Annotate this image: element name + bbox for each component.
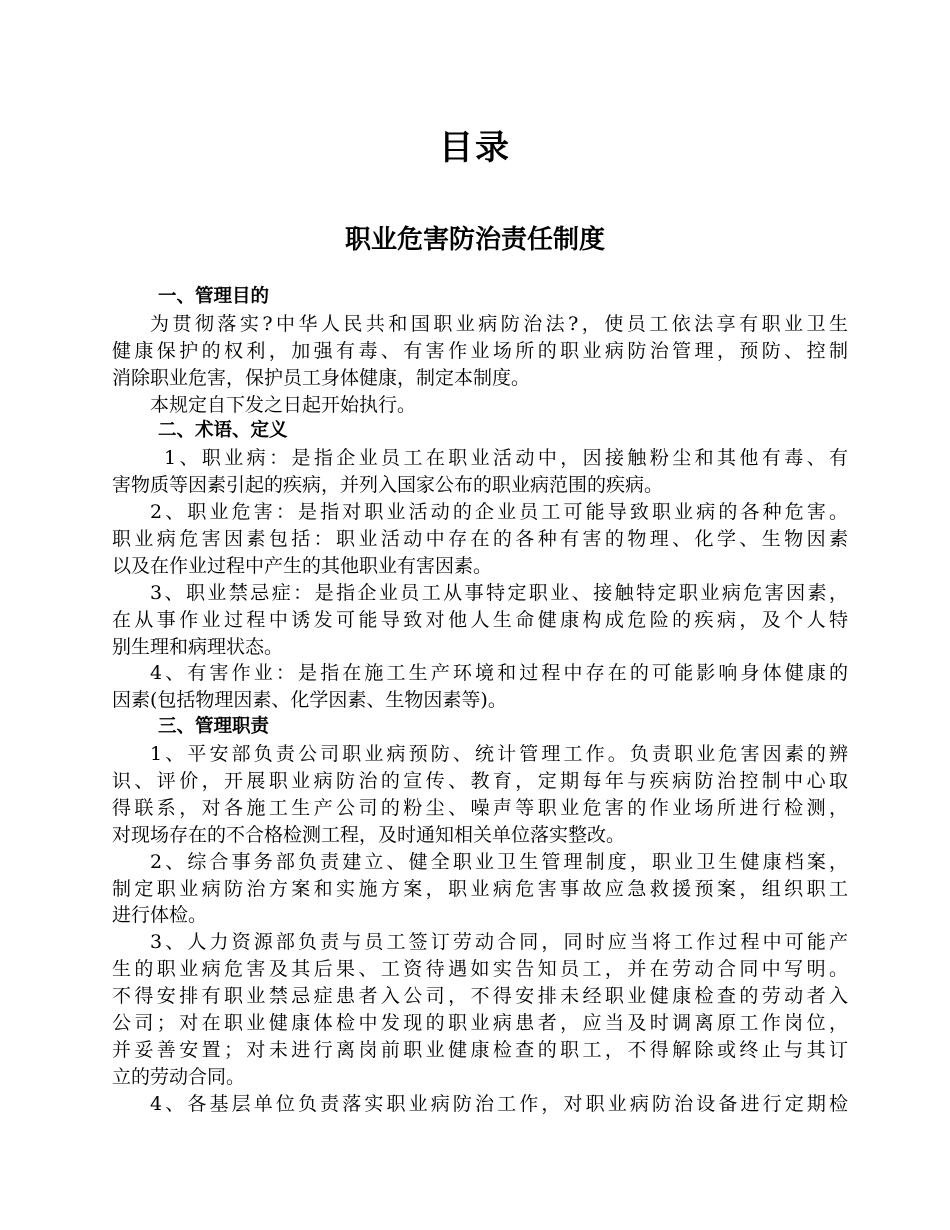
paragraph-line: 2、综合事务部负责建立、健全职业卫生管理制度，职业卫生健康档案， <box>150 850 848 873</box>
paragraph-line: 立的劳动合同。 <box>112 1065 246 1088</box>
section-heading: 二、术语、定义 <box>158 420 288 442</box>
paragraph-line: 别生理和病理状态。 <box>112 635 284 658</box>
paragraph-line: 为贯彻落实?中华人民共和国职业病防治法?，使员工依法享有职业卫生 <box>150 312 848 335</box>
section-heading: 一、管理目的 <box>158 286 270 307</box>
paragraph-line: 得联系，对各施工生产公司的粉尘、噪声等职业危害的作业场所进行检测， <box>112 796 848 819</box>
paragraph-line: 并妥善安置；对未进行离岗前职业健康检查的职工，不得解除或终止与其订 <box>112 1038 848 1061</box>
paragraph-line: 在从事作业过程中诱发可能导致对他人生命健康构成危险的疾病，及个人特 <box>112 608 848 631</box>
document-body <box>112 284 848 1118</box>
paragraph-line: 识、评价，开展职业病防治的宣传、教育，定期每年与疾病防治控制中心取 <box>112 770 848 793</box>
toc-title: 目录 <box>439 128 511 168</box>
paragraph-line: 进行体检。 <box>112 904 208 927</box>
paragraph-line: 消除职业危害，保护员工身体健康，制定本制度。 <box>112 366 531 389</box>
section-heading: 三、管理职责 <box>158 716 270 738</box>
paragraph-line: 以及在作业过程中产生的其他职业有害因素。 <box>112 554 493 577</box>
paragraph-line: 4、各基层单位负责落实职业病防治工作，对职业病防治设备进行定期检 <box>150 1092 848 1115</box>
paragraph-line: 3、人力资源部负责与员工签订劳动合同，同时应当将工作过程中可能产 <box>150 931 848 954</box>
paragraph-line: 1、平安部负责公司职业病预防、统计管理工作。负责职业危害因素的辨 <box>150 743 848 766</box>
paragraph-line: 不得安排有职业禁忌症患者入公司，不得安排未经职业健康检查的劳动者入 <box>112 985 848 1008</box>
paragraph-line: 本规定自下发之日起开始执行。 <box>150 393 417 416</box>
paragraph-line: 3、职业禁忌症：是指企业员工从事特定职业、接触特定职业病危害因素， <box>150 581 848 604</box>
paragraph-line: 1、职业病：是指企业员工在职业活动中，因接触粉尘和其他有毒、有 <box>164 447 848 470</box>
paragraph-line: 制定职业病防治方案和实施方案，职业病危害事故应急救援预案，组织职工 <box>112 877 848 900</box>
paragraph-line: 职业病危害因素包括：职业活动中存在的各种有害的物理、化学、生物因素 <box>112 528 848 551</box>
paragraph-line: 2、职业危害：是指对职业活动的企业员工可能导致职业病的各种危害。 <box>150 501 848 524</box>
paragraph-line: 因素(包括物理因素、化学因素、生物因素等)。 <box>112 689 507 712</box>
paragraph-line: 4、有害作业：是指在施工生产环境和过程中存在的可能影响身体健康的 <box>150 662 848 685</box>
paragraph-line: 公司；对在职业健康体检中发现的职业病患者，应当及时调离原工作岗位， <box>112 1012 848 1035</box>
paragraph-line: 生的职业病危害及其后果、工资待遇如实告知员工，并在劳动合同中写明。 <box>112 958 848 981</box>
paragraph-line: 健康保护的权利，加强有毒、有害作业场所的职业病防治管理，预防、控制 <box>112 339 848 362</box>
paragraph-line: 害物质等因素引起的疾病，并列入国家公布的职业病范围的疾病。 <box>112 474 664 497</box>
paragraph-line: 对现场存在的不合格检测工程，及时通知相关单位落实整改。 <box>112 823 626 846</box>
document-title: 职业危害防治责任制度 <box>344 225 605 255</box>
